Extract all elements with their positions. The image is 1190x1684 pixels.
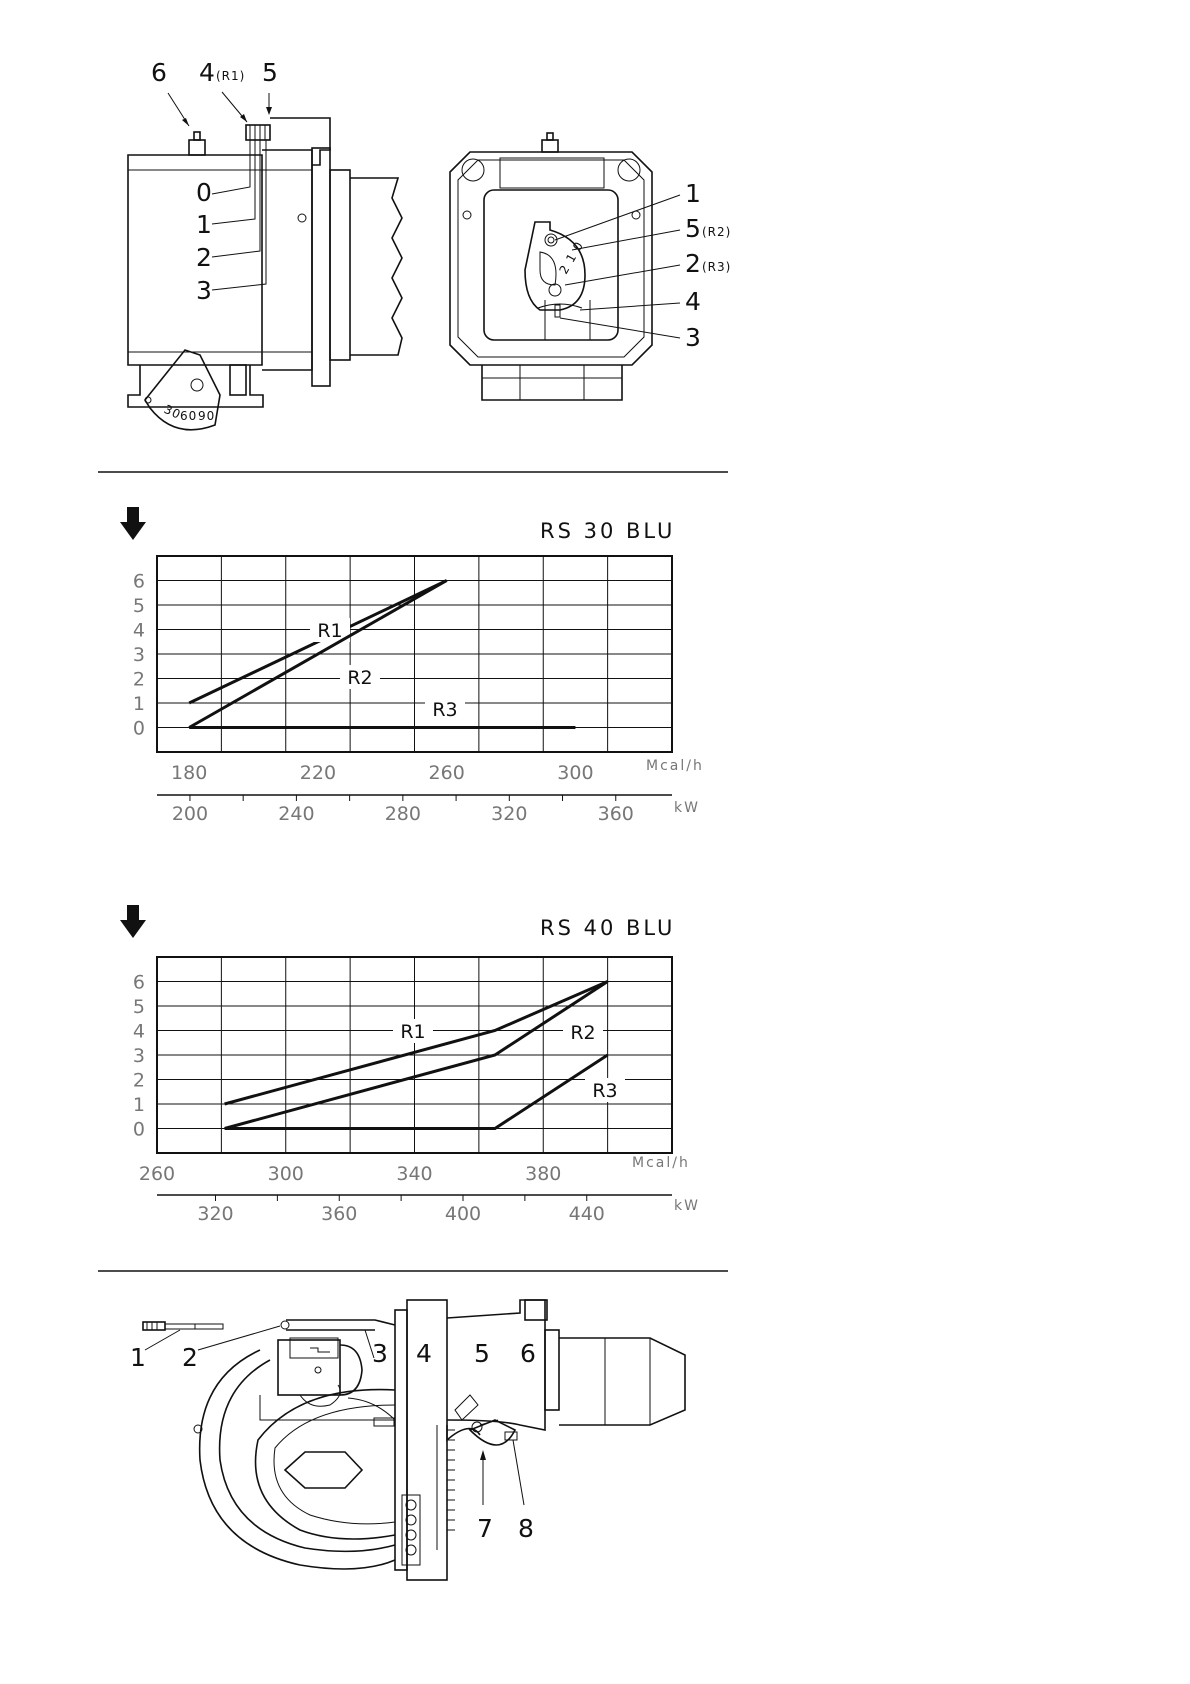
series-label-r1: R1 [317, 620, 343, 642]
y-tick-label: 2 [132, 1069, 145, 1092]
callout-front-3: 3 [685, 323, 701, 352]
arrow-down-icon [120, 507, 146, 540]
y-tick-label: 5 [132, 996, 145, 1018]
actuator-side-view [128, 92, 402, 430]
front-view-callouts [685, 179, 731, 352]
x-tick-label-primary: 380 [525, 1163, 562, 1185]
series-label-r2: R2 [570, 1022, 596, 1044]
callout-6: 6 [151, 58, 167, 87]
x-tick-label-secondary: 400 [444, 1203, 482, 1225]
x-tick-label-secondary: 320 [197, 1203, 234, 1225]
x-tick-label-secondary: 200 [171, 803, 209, 825]
chart-rs40 [120, 905, 700, 1225]
callout-front-2: 2 [685, 249, 701, 278]
y-tick-label: 0 [132, 1118, 145, 1141]
y-tick-label: 1 [132, 693, 145, 715]
y-tick-label: 5 [132, 595, 145, 617]
y-tick-label: 6 [132, 570, 145, 593]
side-scale-30: 30 [161, 402, 184, 423]
x-tick-label-primary: 300 [557, 762, 594, 784]
x-tick-label-secondary: 320 [491, 803, 528, 825]
burner-callouts [130, 1339, 536, 1543]
y-tick-label: 3 [132, 1045, 145, 1067]
x-tick-label-secondary: 360 [321, 1203, 358, 1225]
callout-2: 2 [196, 243, 212, 272]
side-scale-90: 90 [198, 409, 216, 423]
callout-0: 0 [196, 178, 212, 207]
callout-b7: 7 [477, 1514, 493, 1543]
chart2-title: RS 40 BLU [540, 916, 676, 940]
x-tick-label-secondary: 440 [568, 1203, 605, 1225]
callout-5: 5 [262, 58, 278, 87]
side-view-callouts [151, 58, 278, 305]
callout-b6: 6 [520, 1339, 536, 1368]
x-tick-label-primary: 260 [428, 762, 465, 784]
series-label-r3: R3 [432, 699, 458, 721]
x-tick-label-primary: 180 [171, 762, 208, 784]
callout-front-2-sub: (R3) [702, 260, 732, 274]
chart1-title: RS 30 BLU [540, 519, 676, 543]
chart-rs30 [120, 507, 704, 825]
callout-4-sub: (R1) [216, 69, 246, 83]
callout-b8: 8 [518, 1514, 534, 1543]
y-tick-label: 6 [132, 971, 145, 994]
y-tick-label: 4 [132, 619, 145, 642]
x-tick-label-primary: 300 [267, 1163, 304, 1185]
callout-b3: 3 [372, 1339, 388, 1368]
chart1-unit-secondary: kW [674, 800, 700, 816]
side-scale-60: 60 [180, 409, 198, 423]
callout-front-5: 5 [685, 214, 701, 243]
burner-assembly-view [143, 1300, 685, 1580]
series-line-r3 [225, 1055, 608, 1129]
callout-1: 1 [196, 210, 212, 239]
callout-4: 4 [199, 58, 215, 87]
callout-b1: 1 [130, 1343, 146, 1372]
x-tick-label-primary: 220 [299, 762, 337, 784]
x-tick-label-secondary: 240 [278, 803, 315, 825]
callout-b2: 2 [182, 1343, 198, 1372]
y-tick-label: 1 [132, 1094, 145, 1116]
x-tick-label-primary: 260 [138, 1163, 176, 1185]
cam-scale: 2 1 0 [556, 238, 587, 277]
callout-front-5-sub: (R2) [702, 225, 732, 239]
series-label-r2: R2 [347, 667, 373, 689]
y-tick-label: 3 [132, 644, 145, 666]
callout-3: 3 [196, 276, 212, 305]
actuator-front-view [450, 133, 680, 400]
series-label-r1: R1 [400, 1021, 426, 1043]
arrow-down-icon [120, 905, 146, 938]
x-tick-label-secondary: 280 [384, 803, 421, 825]
y-tick-label: 4 [132, 1020, 145, 1043]
callout-b5: 5 [474, 1339, 490, 1368]
series-label-r3: R3 [592, 1080, 618, 1102]
y-tick-label: 2 [132, 668, 145, 691]
x-tick-label-secondary: 360 [597, 803, 634, 825]
x-tick-label-primary: 340 [396, 1163, 433, 1185]
chart2-unit-secondary: kW [674, 1198, 700, 1214]
callout-front-1: 1 [685, 179, 701, 208]
y-tick-label: 0 [132, 717, 145, 740]
callout-b4: 4 [416, 1339, 432, 1368]
chart2-unit-primary: Mcal/h [632, 1155, 690, 1171]
callout-front-4: 4 [685, 287, 701, 316]
chart1-unit-primary: Mcal/h [646, 758, 704, 774]
